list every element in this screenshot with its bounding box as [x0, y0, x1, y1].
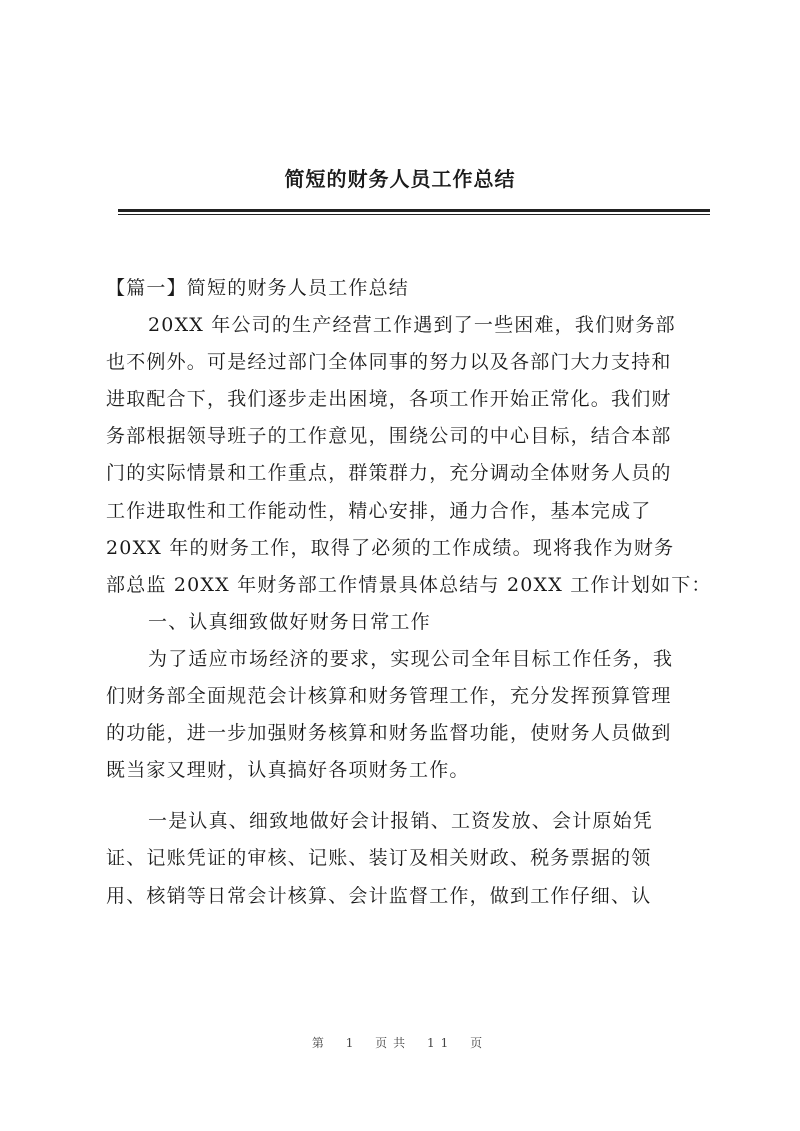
paragraph-line: 20XX 年的财务工作，取得了必须的工作成绩。现将我作为财务	[106, 536, 675, 559]
paragraph-line: 进取配合下，我们逐步走出困境，各项工作开始正常化。我们财	[106, 388, 672, 411]
title-underline-thin	[118, 214, 710, 215]
subsection-heading: 一、认真细致做好财务日常工作	[148, 610, 431, 633]
paragraph-line: 一是认真、细致地做好会计报销、工资发放、会计原始凭	[148, 810, 654, 833]
paragraph-line: 证、记账凭证的审核、记账、装订及相关财政、税务票据的领	[106, 847, 652, 870]
paragraph-line: 的功能，进一步加强财务核算和财务监督功能，使财务人员做到	[106, 722, 672, 745]
paragraph-line: 工作进取性和工作能动性，精心安排，通力合作，基本完成了	[106, 499, 652, 522]
section-heading: 【篇一】简短的财务人员工作总结	[106, 277, 410, 299]
paragraph-gap	[106, 789, 706, 803]
paragraph-line: 20XX 年公司的生产经营工作遇到了一些困难，我们财务部	[148, 314, 676, 337]
paragraph-line: 们财务部全面规范会计核算和财务管理工作，充分发挥预算管理	[106, 685, 672, 708]
paragraph-line: 为了适应市场经济的要求，实现公司全年目标工作任务，我	[148, 647, 674, 670]
paragraph-line: 用、核销等日常会计核算、会计监督工作，做到工作仔细、认	[106, 884, 652, 907]
page-title: 简短的财务人员工作总结	[284, 167, 516, 191]
paragraph-line: 门的实际情景和工作重点，群策群力，充分调动全体财务人员的	[106, 462, 672, 485]
paragraph-line: 也不例外。可是经过部门全体同事的努力以及各部门大力支持和	[106, 351, 672, 374]
document-body	[106, 270, 712, 915]
paragraph-line: 务部根据领导班子的工作意见，围绕公司的中心目标，结合本部	[106, 425, 672, 448]
paragraph-line: 部总监 20XX 年财务部工作情景具体总结与 20XX 工作计划如下：	[106, 573, 712, 596]
paragraph-line: 既当家又理财，认真搞好各项财务工作。	[106, 759, 470, 782]
title-underline	[118, 209, 710, 212]
page-footer: 第 1 页共 11 页	[311, 1036, 489, 1050]
